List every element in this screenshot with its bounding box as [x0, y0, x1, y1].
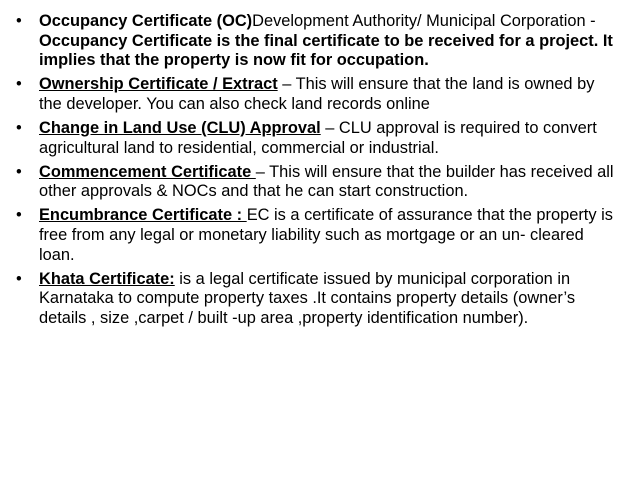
text-occupancy-description: Occupancy Certificate is the final certificate to be received for a project. It implies that the property is now fit for occupation.: [39, 31, 613, 70]
list-item-ownership-certificate: [16, 75, 620, 114]
bullet-icon: •: [16, 206, 22, 225]
text-khata-description: is a legal certificate issued by municipal corporation in Karnataka to compute property taxes .It contains property details (owner’s details , size ,carpet / built -up area ,property identification number).: [39, 269, 576, 327]
text-clu-description: – CLU approval is required to convert agricultural land to residential, commercial or industrial.: [39, 118, 597, 157]
text-ownership-description: – This will ensure that the land is owned by the developer. You can also check land records online: [39, 75, 595, 113]
bullet-icon: •: [16, 162, 22, 181]
list-item-encumbrance-certificate: [16, 206, 620, 265]
list-item-commencement-certificate: [16, 163, 620, 202]
term-commencement-certificate: Commencement Certificate: [39, 162, 256, 181]
text-encumbrance-description: EC is a certificate of assurance that the property is free from any legal or monetary liability such as mortgage or an un- cleared loan.: [39, 206, 613, 264]
bullet-icon: •: [16, 269, 22, 288]
list-item-change-in-land-use: [16, 119, 620, 158]
bullet-list: [16, 12, 620, 328]
bullet-icon: •: [16, 12, 22, 30]
list-item-occupancy-certificate: [16, 12, 620, 71]
term-encumbrance-certificate: Encumbrance Certificate :: [39, 206, 247, 225]
bullet-icon: •: [16, 118, 22, 137]
text-occupancy-authority: Development Authority/ Municipal Corporation -: [252, 12, 596, 30]
term-change-in-land-use: Change in Land Use (CLU) Approval: [39, 118, 321, 137]
term-occupancy-certificate: Occupancy Certificate (OC): [39, 12, 253, 30]
term-khata-certificate: Khata Certificate:: [39, 269, 175, 288]
bullet-icon: •: [16, 75, 22, 94]
text-commencement-description: – This will ensure that the builder has received all other approvals & NOCs and that he can start construction.: [39, 162, 614, 201]
term-ownership-certificate: Ownership Certificate / Extract: [39, 75, 278, 94]
list-item-khata-certificate: [16, 270, 620, 329]
